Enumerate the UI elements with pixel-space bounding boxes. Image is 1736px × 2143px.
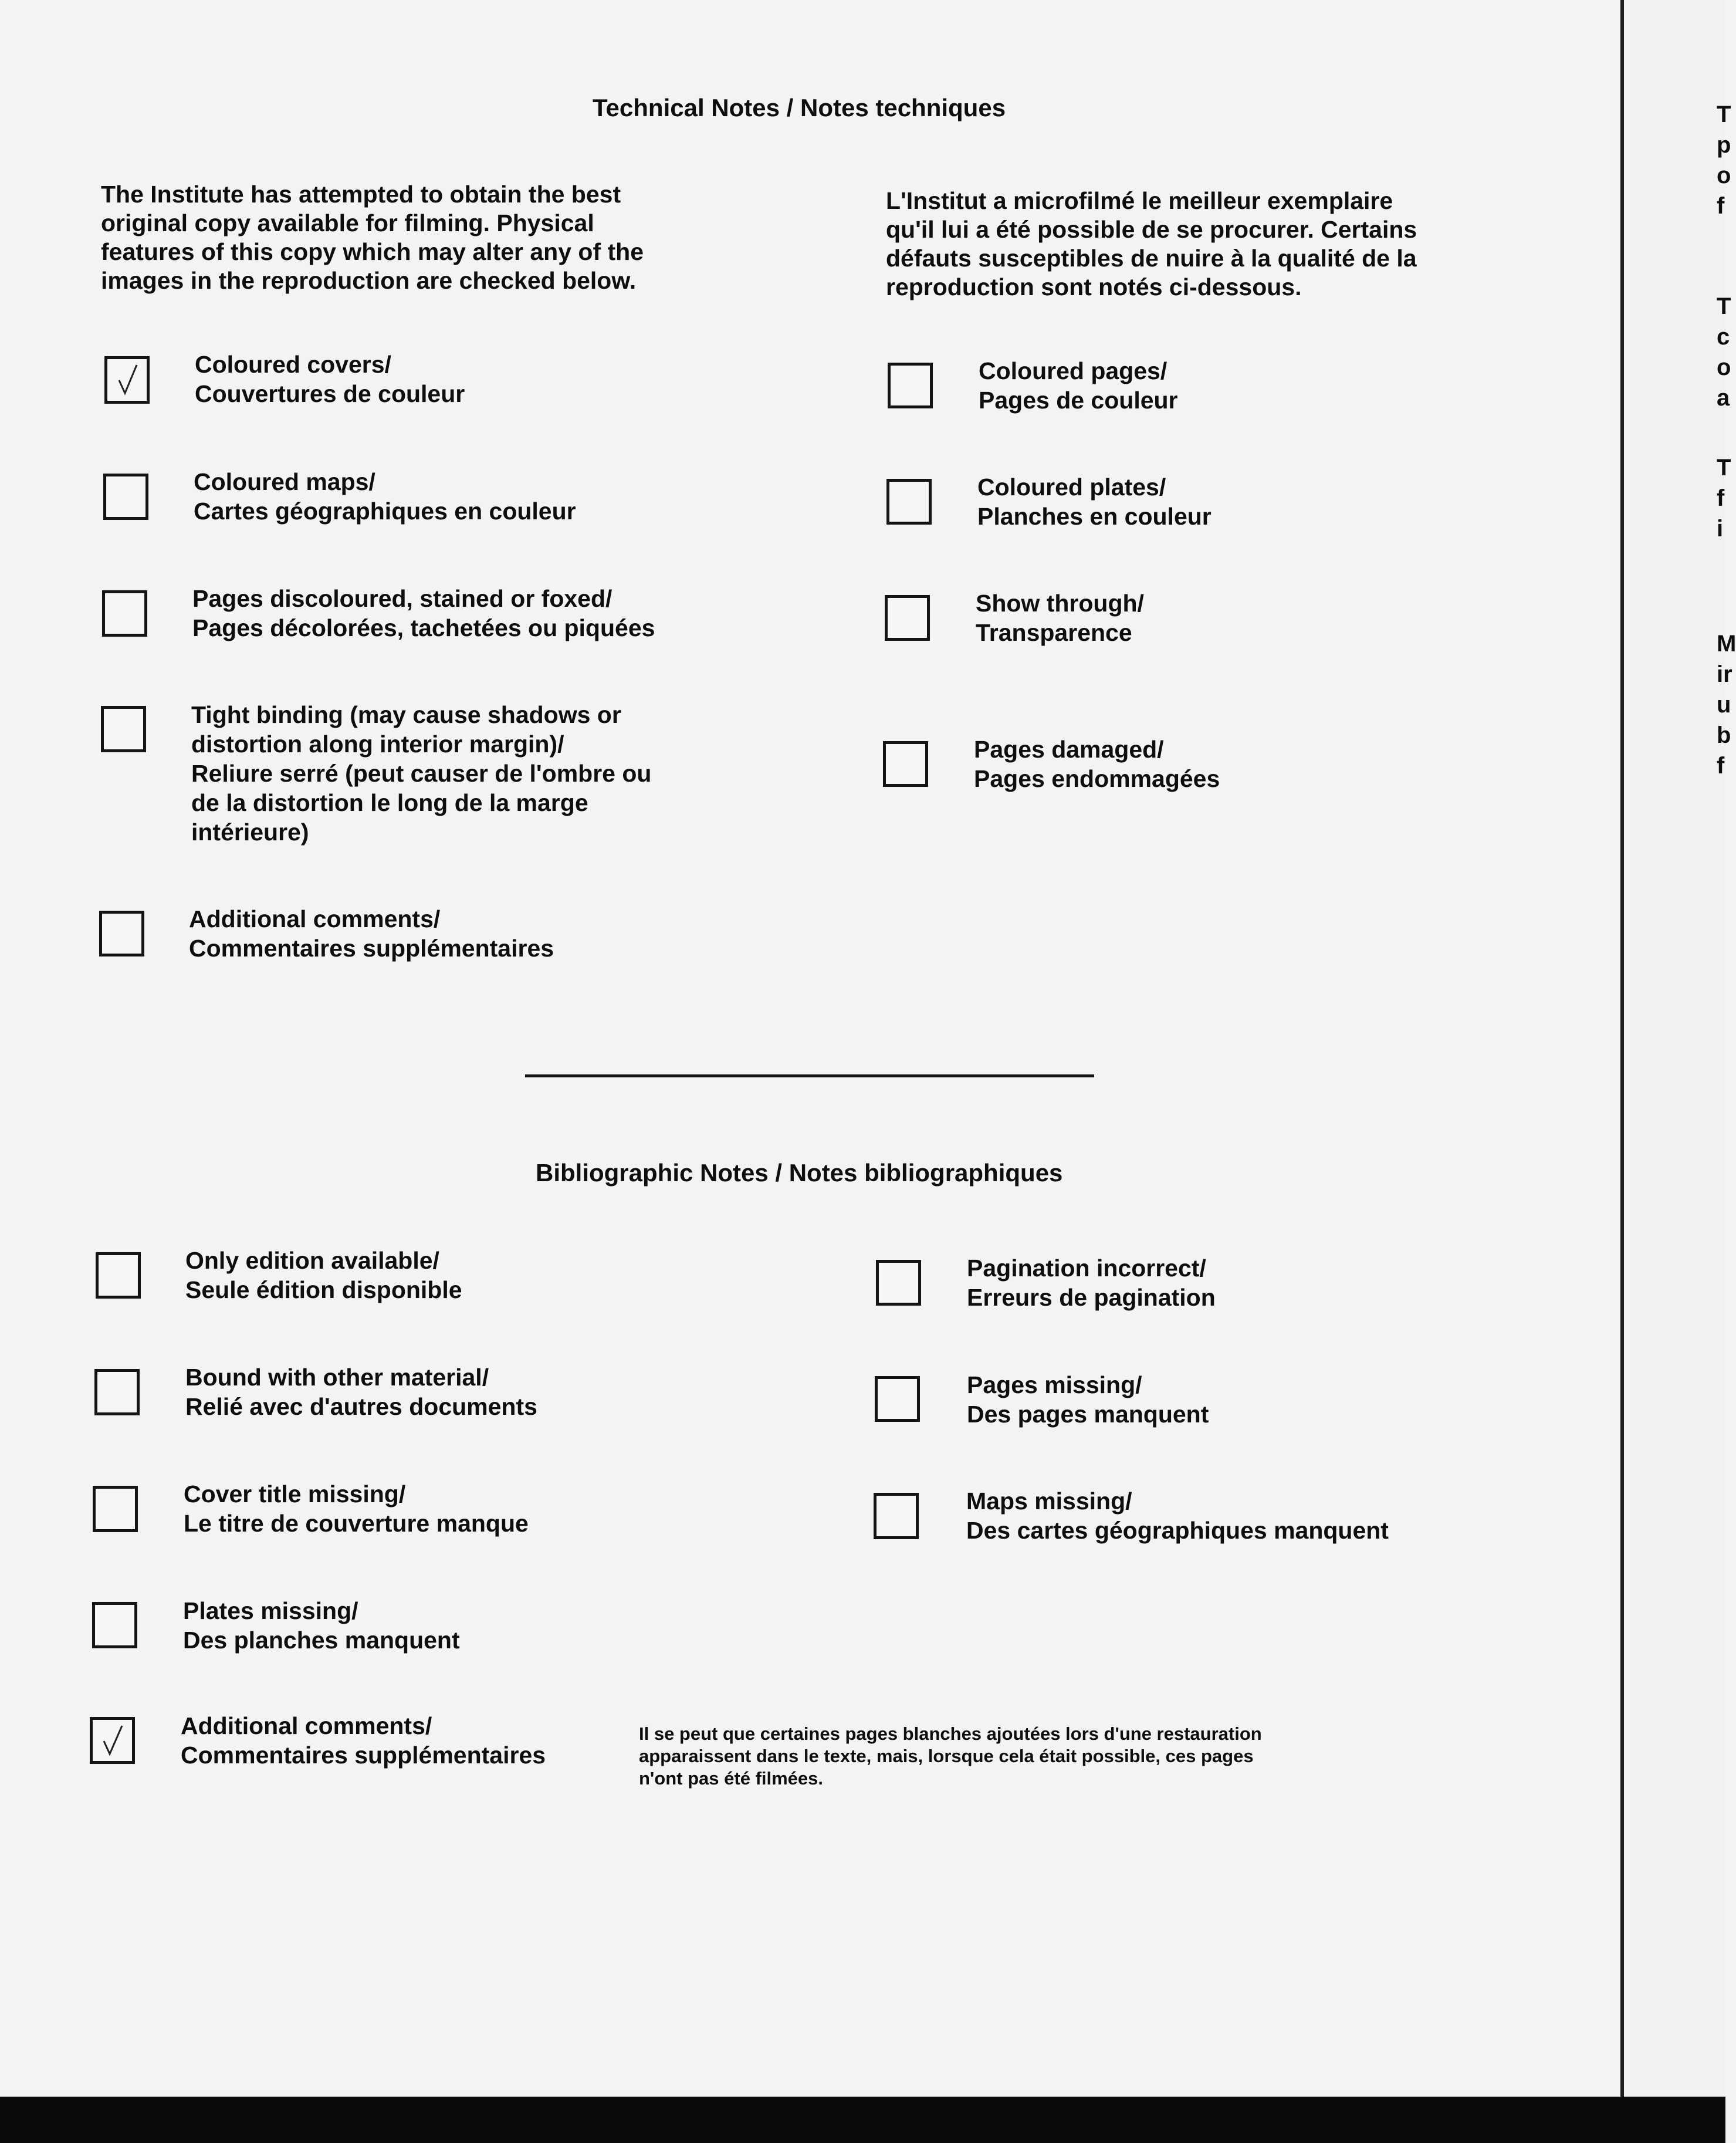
- coloured-pages-label-fr: Pages de couleur: [979, 387, 1178, 414]
- adjacent-page-strip: [1624, 0, 1736, 2097]
- intro-english-line: original copy available for filming. Physical: [101, 209, 594, 236]
- only-edition-label-fr: Seule édition disponible: [185, 1276, 462, 1303]
- bound-with-checkbox[interactable]: [94, 1369, 140, 1415]
- coloured-maps-checkbox[interactable]: [103, 474, 148, 520]
- tight-binding-label: distortion along interior margin)/: [191, 731, 564, 758]
- pages-damaged-label: Pages damaged/: [974, 736, 1164, 763]
- pages-missing-checkbox[interactable]: [875, 1376, 920, 1422]
- pages-damaged-checkbox[interactable]: [883, 741, 928, 787]
- pages-damaged-label-fr: Pages endommagées: [974, 765, 1220, 792]
- intro-english-line: The Institute has attempted to obtain the best: [101, 181, 621, 208]
- maps-missing-checkbox[interactable]: [874, 1493, 919, 1539]
- adjacent-page-letter: o: [1717, 163, 1731, 188]
- intro-french-line: défauts susceptibles de nuire à la qualité de la: [886, 245, 1417, 272]
- pages-missing-label: Pages missing/: [967, 1371, 1142, 1398]
- additional-comments-bibliographic-label: Additional comments/: [181, 1712, 432, 1739]
- coloured-covers-checkbox[interactable]: [104, 356, 150, 404]
- cover-title-missing-label: Cover title missing/: [184, 1481, 406, 1507]
- coloured-plates-label-fr: Planches en couleur: [977, 503, 1212, 530]
- pagination-incorrect-label-fr: Erreurs de pagination: [967, 1284, 1216, 1311]
- tight-binding-label-fr: intérieure): [191, 819, 309, 846]
- plates-missing-label: Plates missing/: [183, 1597, 358, 1624]
- cover-title-missing-label-fr: Le titre de couverture manque: [184, 1510, 529, 1537]
- comment-line: n'ont pas été filmées.: [639, 1768, 824, 1789]
- plates-missing-label-fr: Des planches manquent: [183, 1627, 460, 1654]
- cover-title-missing-checkbox[interactable]: [93, 1486, 138, 1532]
- only-edition-checkbox[interactable]: [96, 1252, 141, 1299]
- adjacent-page-letter: f: [1717, 753, 1725, 779]
- tight-binding-label: Tight binding (may cause shadows or: [191, 701, 621, 728]
- checkmark-icon: [111, 363, 144, 398]
- checkmark-icon: [96, 1723, 129, 1759]
- pages-discoloured-label: Pages discoloured, stained or foxed/: [192, 585, 612, 612]
- pagination-incorrect-checkbox[interactable]: [876, 1260, 921, 1306]
- bound-with-label-fr: Relié avec d'autres documents: [185, 1393, 537, 1420]
- bottom-border-bar: [0, 2097, 1725, 2143]
- plates-missing-checkbox[interactable]: [92, 1602, 137, 1648]
- tight-binding-label-fr: Reliure serré (peut causer de l'ombre ou: [191, 760, 652, 787]
- comment-line: apparaissent dans le texte, mais, lorsque cela était possible, ces pages: [639, 1746, 1254, 1766]
- coloured-plates-checkbox[interactable]: [886, 479, 932, 525]
- coloured-maps-label-fr: Cartes géographiques en couleur: [194, 498, 576, 525]
- adjacent-page-letter: f: [1717, 485, 1725, 511]
- intro-english-line: images in the reproduction are checked below.: [101, 267, 637, 294]
- comment-line: Il se peut que certaines pages blanches ajoutées lors d'une restauration: [639, 1723, 1262, 1744]
- intro-english-line: features of this copy which may alter any of the: [101, 238, 644, 265]
- coloured-maps-label: Coloured maps/: [194, 468, 375, 495]
- adjacent-page-letter: u: [1717, 692, 1731, 718]
- maps-missing-label-fr: Des cartes géographiques manquent: [966, 1517, 1389, 1544]
- adjacent-page-letter: f: [1717, 193, 1725, 219]
- pagination-incorrect-label: Pagination incorrect/: [967, 1255, 1206, 1282]
- adjacent-page-letter: ir: [1717, 661, 1732, 687]
- pages-discoloured-checkbox[interactable]: [102, 590, 147, 637]
- adjacent-page-letter: T: [1717, 102, 1731, 127]
- show-through-checkbox[interactable]: [885, 595, 930, 641]
- adjacent-page-letter: p: [1717, 132, 1731, 158]
- adjacent-page-letter: i: [1717, 516, 1724, 542]
- technical-notes-title: Technical Notes / Notes techniques: [593, 94, 1006, 121]
- show-through-label: Show through/: [976, 590, 1144, 617]
- adjacent-page-letter: b: [1717, 722, 1731, 748]
- additional-comments-technical-checkbox[interactable]: [99, 911, 144, 956]
- adjacent-page-letter: T: [1717, 455, 1731, 481]
- bibliographic-notes-title: Bibliographic Notes / Notes bibliographiques: [536, 1159, 1063, 1187]
- show-through-label-fr: Transparence: [976, 619, 1132, 646]
- adjacent-page-letter: M: [1717, 631, 1736, 657]
- adjacent-page-letter: a: [1717, 385, 1730, 411]
- coloured-covers-label-fr: Couvertures de couleur: [195, 380, 465, 407]
- additional-comments-technical-label: Additional comments/: [189, 905, 441, 932]
- section-divider: [525, 1074, 1094, 1077]
- coloured-plates-label: Coloured plates/: [977, 474, 1166, 501]
- intro-french-line: L'Institut a microfilmé le meilleur exemplaire: [886, 187, 1393, 214]
- adjacent-page-letter: c: [1717, 324, 1730, 350]
- bound-with-label: Bound with other material/: [185, 1364, 489, 1391]
- additional-comments-bibliographic-checkbox[interactable]: [90, 1717, 135, 1764]
- coloured-pages-checkbox[interactable]: [888, 363, 933, 408]
- additional-comments-bibliographic-label-fr: Commentaires supplémentaires: [181, 1742, 546, 1769]
- tight-binding-label-fr: de la distortion le long de la marge: [191, 789, 588, 816]
- pages-discoloured-label-fr: Pages décolorées, tachetées ou piquées: [192, 614, 655, 641]
- maps-missing-label: Maps missing/: [966, 1488, 1132, 1515]
- intro-french-line: reproduction sont notés ci-dessous.: [886, 273, 1302, 300]
- only-edition-label: Only edition available/: [185, 1247, 439, 1274]
- additional-comments-technical-label-fr: Commentaires supplémentaires: [189, 935, 554, 962]
- adjacent-page-letter: o: [1717, 354, 1731, 380]
- adjacent-page-letter: T: [1717, 293, 1731, 319]
- coloured-covers-label: Coloured covers/: [195, 351, 391, 378]
- intro-french-line: qu'il lui a été possible de se procurer. Certains: [886, 216, 1417, 243]
- tight-binding-checkbox[interactable]: [101, 706, 146, 752]
- pages-missing-label-fr: Des pages manquent: [967, 1401, 1209, 1428]
- coloured-pages-label: Coloured pages/: [979, 357, 1168, 384]
